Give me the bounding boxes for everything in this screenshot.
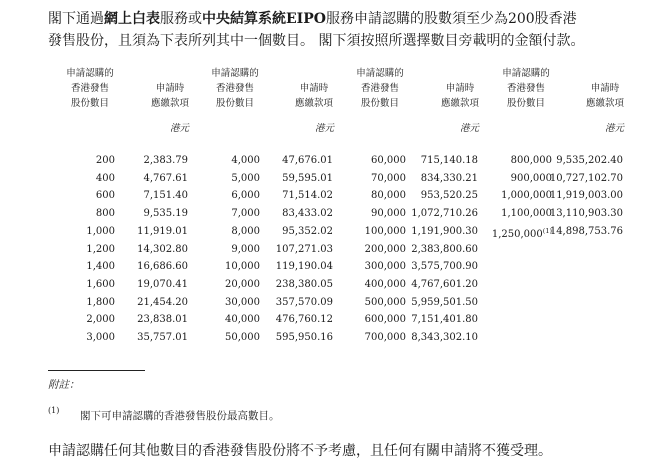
header-shares-4: 申請認購的 香港發售 股份數目 [502, 68, 550, 109]
amount-cell: 83,433.02 [282, 208, 333, 220]
shares-column-2 [225, 152, 260, 347]
shares-cell: 1,800 [86, 296, 115, 308]
amount-cell: 834,330.21 [420, 172, 478, 184]
amount-cell: 16,686.60 [137, 261, 188, 273]
shares-cell: 1,200 [86, 243, 115, 255]
amount-cell: 1,072,710.26 [411, 208, 478, 220]
shares-cell: 400,000 [364, 278, 406, 290]
amount-cell: 95,352.02 [282, 225, 333, 237]
amount-cell: 23,838.01 [137, 314, 188, 326]
amount-cell: 4,767.61 [143, 172, 188, 184]
intro-line-1 [48, 8, 648, 30]
header-shares-1: 申請認購的 香港發售 股份數目 [66, 68, 114, 109]
notes-label: 附註： [48, 379, 80, 391]
amount-cell: 357,570.09 [275, 296, 333, 308]
shares-cell: 800,000 [510, 155, 552, 166]
header-payable-2: 申請時 應繳款項 [294, 83, 333, 109]
amount-cell: 47,676.01 [282, 155, 333, 166]
shares-cell: 4,000 [231, 155, 260, 166]
amount-cell: 59,595.01 [282, 172, 333, 184]
shares-cell: 9,000 [231, 243, 260, 255]
shares-cell: 1,100,000 [501, 208, 552, 220]
amount-cell: 953,520.25 [420, 190, 478, 202]
amount-column-3 [411, 152, 478, 347]
shares-cell: 800 [95, 208, 115, 220]
shares-column-1 [86, 152, 115, 347]
shares-cell: 600,000 [364, 314, 406, 326]
white-form-term: 網上白表 [104, 11, 160, 27]
amount-cell: 11,919.01 [137, 225, 188, 237]
shares-cell: 600 [95, 190, 115, 202]
shares-column-3 [365, 152, 406, 347]
footnote-marker: (1) [48, 406, 60, 415]
shares-cell: 10,000 [225, 261, 260, 273]
shares-cell: 50,000 [225, 332, 260, 344]
shares-cell: 1,400 [86, 261, 115, 273]
amount-cell: 19,070.41 [137, 278, 188, 290]
shares-cell: 1,600 [86, 278, 115, 290]
header-payable-1: 申請時 應繳款項 [150, 83, 189, 109]
shares-cell: 500,000 [364, 296, 406, 308]
shares-cell: 100,000 [364, 225, 406, 237]
shares-cell: 5,000 [231, 172, 260, 184]
amount-cell: 9,535.19 [143, 208, 188, 220]
header-shares-3: 申請認購的 香港發售 股份數目 [356, 68, 404, 109]
amount-cell: 1,191,900.30 [411, 225, 478, 237]
amount-column-2 [276, 152, 333, 347]
shares-cell: 90,000 [371, 208, 406, 220]
unit-label-4: 港元 [605, 123, 625, 134]
header-shares-2: 申請認購的 香港發售 股份數目 [211, 68, 259, 109]
shares-cell: 6,000 [231, 190, 260, 202]
amount-column-1 [137, 152, 188, 347]
shares-cell: 300,000 [364, 261, 406, 273]
shares-cell: 80,000 [371, 190, 406, 202]
shares-cell: 40,000 [225, 314, 260, 326]
shares-column-4 [492, 152, 552, 244]
shares-cell: 1,000 [86, 225, 115, 237]
amount-cell: 21,454.20 [137, 296, 188, 308]
amount-cell: 107,271.03 [275, 243, 333, 255]
intro-text: 服務申請認購的股數須至少為200股香港 [325, 11, 577, 27]
amount-cell: 71,514.02 [282, 190, 333, 202]
amount-cell: 8,343,302.10 [411, 332, 478, 344]
shares-cell: 200,000 [364, 243, 406, 255]
unit-label-2: 港元 [315, 123, 335, 134]
amount-cell: 715,140.18 [420, 155, 478, 166]
notes-divider [48, 370, 145, 371]
intro-paragraph [48, 8, 648, 52]
amount-cell: 35,757.01 [137, 332, 188, 344]
amount-cell: 3,575,700.90 [411, 261, 478, 273]
amount-cell: 595,950.16 [275, 332, 333, 344]
intro-line-2: 發售股份，且須為下表所列其中一個數目。 閣下須按照所選擇數目旁載明的金額付款。 [48, 33, 585, 49]
amount-cell: 13,110,903.30 [549, 208, 623, 220]
shares-cell: 700,000 [364, 332, 406, 344]
header-payable-4: 申請時 應繳款項 [585, 83, 624, 109]
shares-cell: 3,000 [86, 332, 115, 344]
shares-cell: 30,000 [225, 296, 260, 308]
amount-cell: 2,383,800.60 [411, 243, 478, 255]
amount-cell: 14,302.80 [137, 243, 188, 255]
amount-cell: 5,959,501.50 [411, 296, 478, 308]
unit-label-1: 港元 [170, 123, 190, 134]
unit-label-3: 港元 [460, 123, 480, 134]
closing-statement: 申請認購任何其他數目的香港發售股份將不予考慮，且任何有關申請將不獲受理。 [48, 443, 552, 459]
shares-cell: 1,250,000$^{(1)}$ [491, 226, 552, 240]
shares-cell: 900,000 [510, 172, 552, 184]
header-payable-3: 申請時 應繳款項 [440, 83, 479, 109]
amount-cell: 4,767,601.20 [411, 278, 478, 290]
amount-cell: 119,190.04 [275, 261, 333, 273]
amount-cell: 238,380.05 [275, 278, 333, 290]
amount-cell: 14,898,753.76 [549, 225, 623, 237]
shares-cell: 400 [95, 172, 115, 184]
amount-cell: 11,919,003.00 [549, 190, 623, 202]
amount-cell: 10,727,102.70 [549, 172, 623, 184]
footnote-ref: (1) [542, 226, 552, 235]
shares-cell: 7,000 [231, 208, 260, 220]
shares-cell: 20,000 [225, 278, 260, 290]
amount-column-4 [550, 152, 623, 241]
intro-text: 服務或 [160, 11, 202, 27]
shares-cell: 60,000 [371, 155, 406, 166]
shares-cell: 70,000 [371, 172, 406, 184]
amount-cell: 9,535,202.40 [556, 155, 623, 166]
amount-cell: 2,383.79 [143, 155, 188, 166]
footnote-text: 閣下可申請認購的香港發售股份最高數目。 [80, 410, 280, 422]
amount-cell: 7,151.40 [143, 190, 188, 202]
amount-cell: 476,760.12 [275, 314, 333, 326]
shares-cell: 200 [95, 155, 115, 166]
shares-cell: 8,000 [231, 225, 260, 237]
shares-cell: 1,000,000 [501, 190, 552, 202]
intro-text: 閣下通過 [48, 11, 104, 27]
ccass-eipo-term: 中央結算系統EIPO [202, 11, 326, 27]
amount-cell: 7,151,401.80 [411, 314, 478, 326]
shares-cell: 2,000 [86, 314, 115, 326]
